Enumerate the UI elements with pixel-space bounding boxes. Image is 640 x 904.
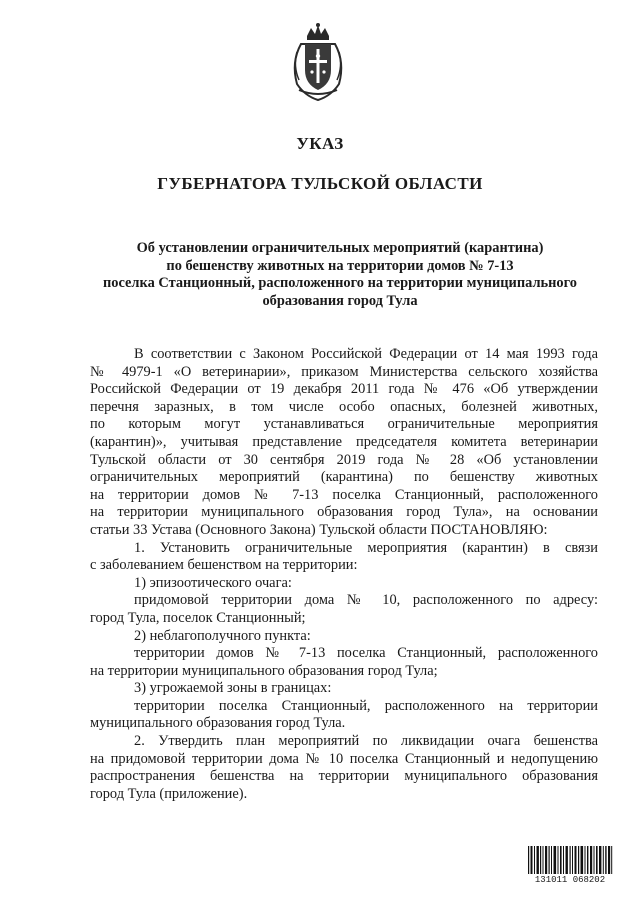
body-line: № 4979-1 «О ветеринарии», приказом Министерства сельского хозяйства	[90, 363, 598, 380]
body-line: придомовой территории дома № 10, расположенного по адресу:	[134, 592, 598, 609]
coat-of-arms-emblem	[287, 22, 349, 102]
body-line: по которым могут устанавливаться ограничительные мероприятия	[90, 416, 598, 433]
body-line: 1. Установить ограничительные мероприятия (карантин) в связи	[134, 539, 598, 556]
body-line: 2) неблагополучного пункта:	[134, 627, 311, 644]
body-line: 1) эпизоотического очага:	[134, 574, 292, 591]
heading-line: по бешенству животных на территории домов № 7-13	[166, 257, 514, 274]
body-line: с заболеванием бешенством на территории:	[90, 557, 358, 574]
body-line: (карантин)», учитывая представление председателя комитета ветеринарии	[90, 433, 598, 450]
decree-body	[90, 346, 598, 803]
body-line: на территории муниципального образования город Тула», на основании	[90, 504, 598, 521]
document-type-title: УКАЗ	[296, 134, 344, 153]
body-line: на территории муниципального образования город Тула;	[90, 662, 438, 679]
heading-line: поселка Станционный, расположенного на территории муниципального	[103, 275, 577, 291]
body-line: территории домов № 7-13 поселка Станционный, расположенного	[134, 645, 598, 662]
body-line: Российской Федерации от 19 декабря 2011 года № 476 «Об утверждении	[90, 381, 598, 398]
body-line: 3) угрожаемой зоны в границах:	[134, 680, 332, 697]
body-line: распространения бешенства на территории муниципального образования	[90, 768, 598, 785]
body-line: город Тула (приложение).	[90, 785, 248, 802]
issuer-title: ГУБЕРНАТОРА ТУЛЬСКОЙ ОБЛАСТИ	[157, 174, 483, 193]
document-barcode	[527, 846, 613, 886]
body-line: муниципального образования город Тула.	[90, 715, 346, 732]
body-line: на придомовой территории дома № 10 поселка Станционный и недопущению	[90, 750, 598, 767]
barcode-number: 131011 068202	[534, 875, 606, 885]
body-line: статьи 33 Устава (Основного Закона) Тульской области ПОСТАНОВЛЯЮ:	[90, 521, 548, 538]
decree-heading	[80, 240, 600, 310]
body-line: 2. Утвердить план мероприятий по ликвидации очага бешенства	[134, 733, 598, 750]
heading-line: Об установлении ограничительных мероприятий (карантина)	[136, 240, 544, 256]
body-line: В соответствии с Законом Российской Федерации от 14 мая 1993 года	[134, 346, 598, 362]
body-line: на территории домов № 7-13 поселка Станционный, расположенного	[90, 486, 598, 503]
body-line: город Тула, поселок Станционный;	[90, 609, 306, 626]
body-line: перечня заразных, в том числе особо опасных, болезней животных,	[90, 398, 598, 415]
heading-line: образования город Тула	[262, 292, 418, 309]
body-line: территории поселка Станционный, расположенного на территории	[134, 697, 598, 714]
body-line: ограничительных мероприятий (карантина) по бешенству животных	[90, 469, 598, 486]
barcode-bars-icon	[527, 846, 613, 874]
body-line: Тульской области от 30 сентября 2019 года № 28 «Об установлении	[90, 451, 598, 468]
